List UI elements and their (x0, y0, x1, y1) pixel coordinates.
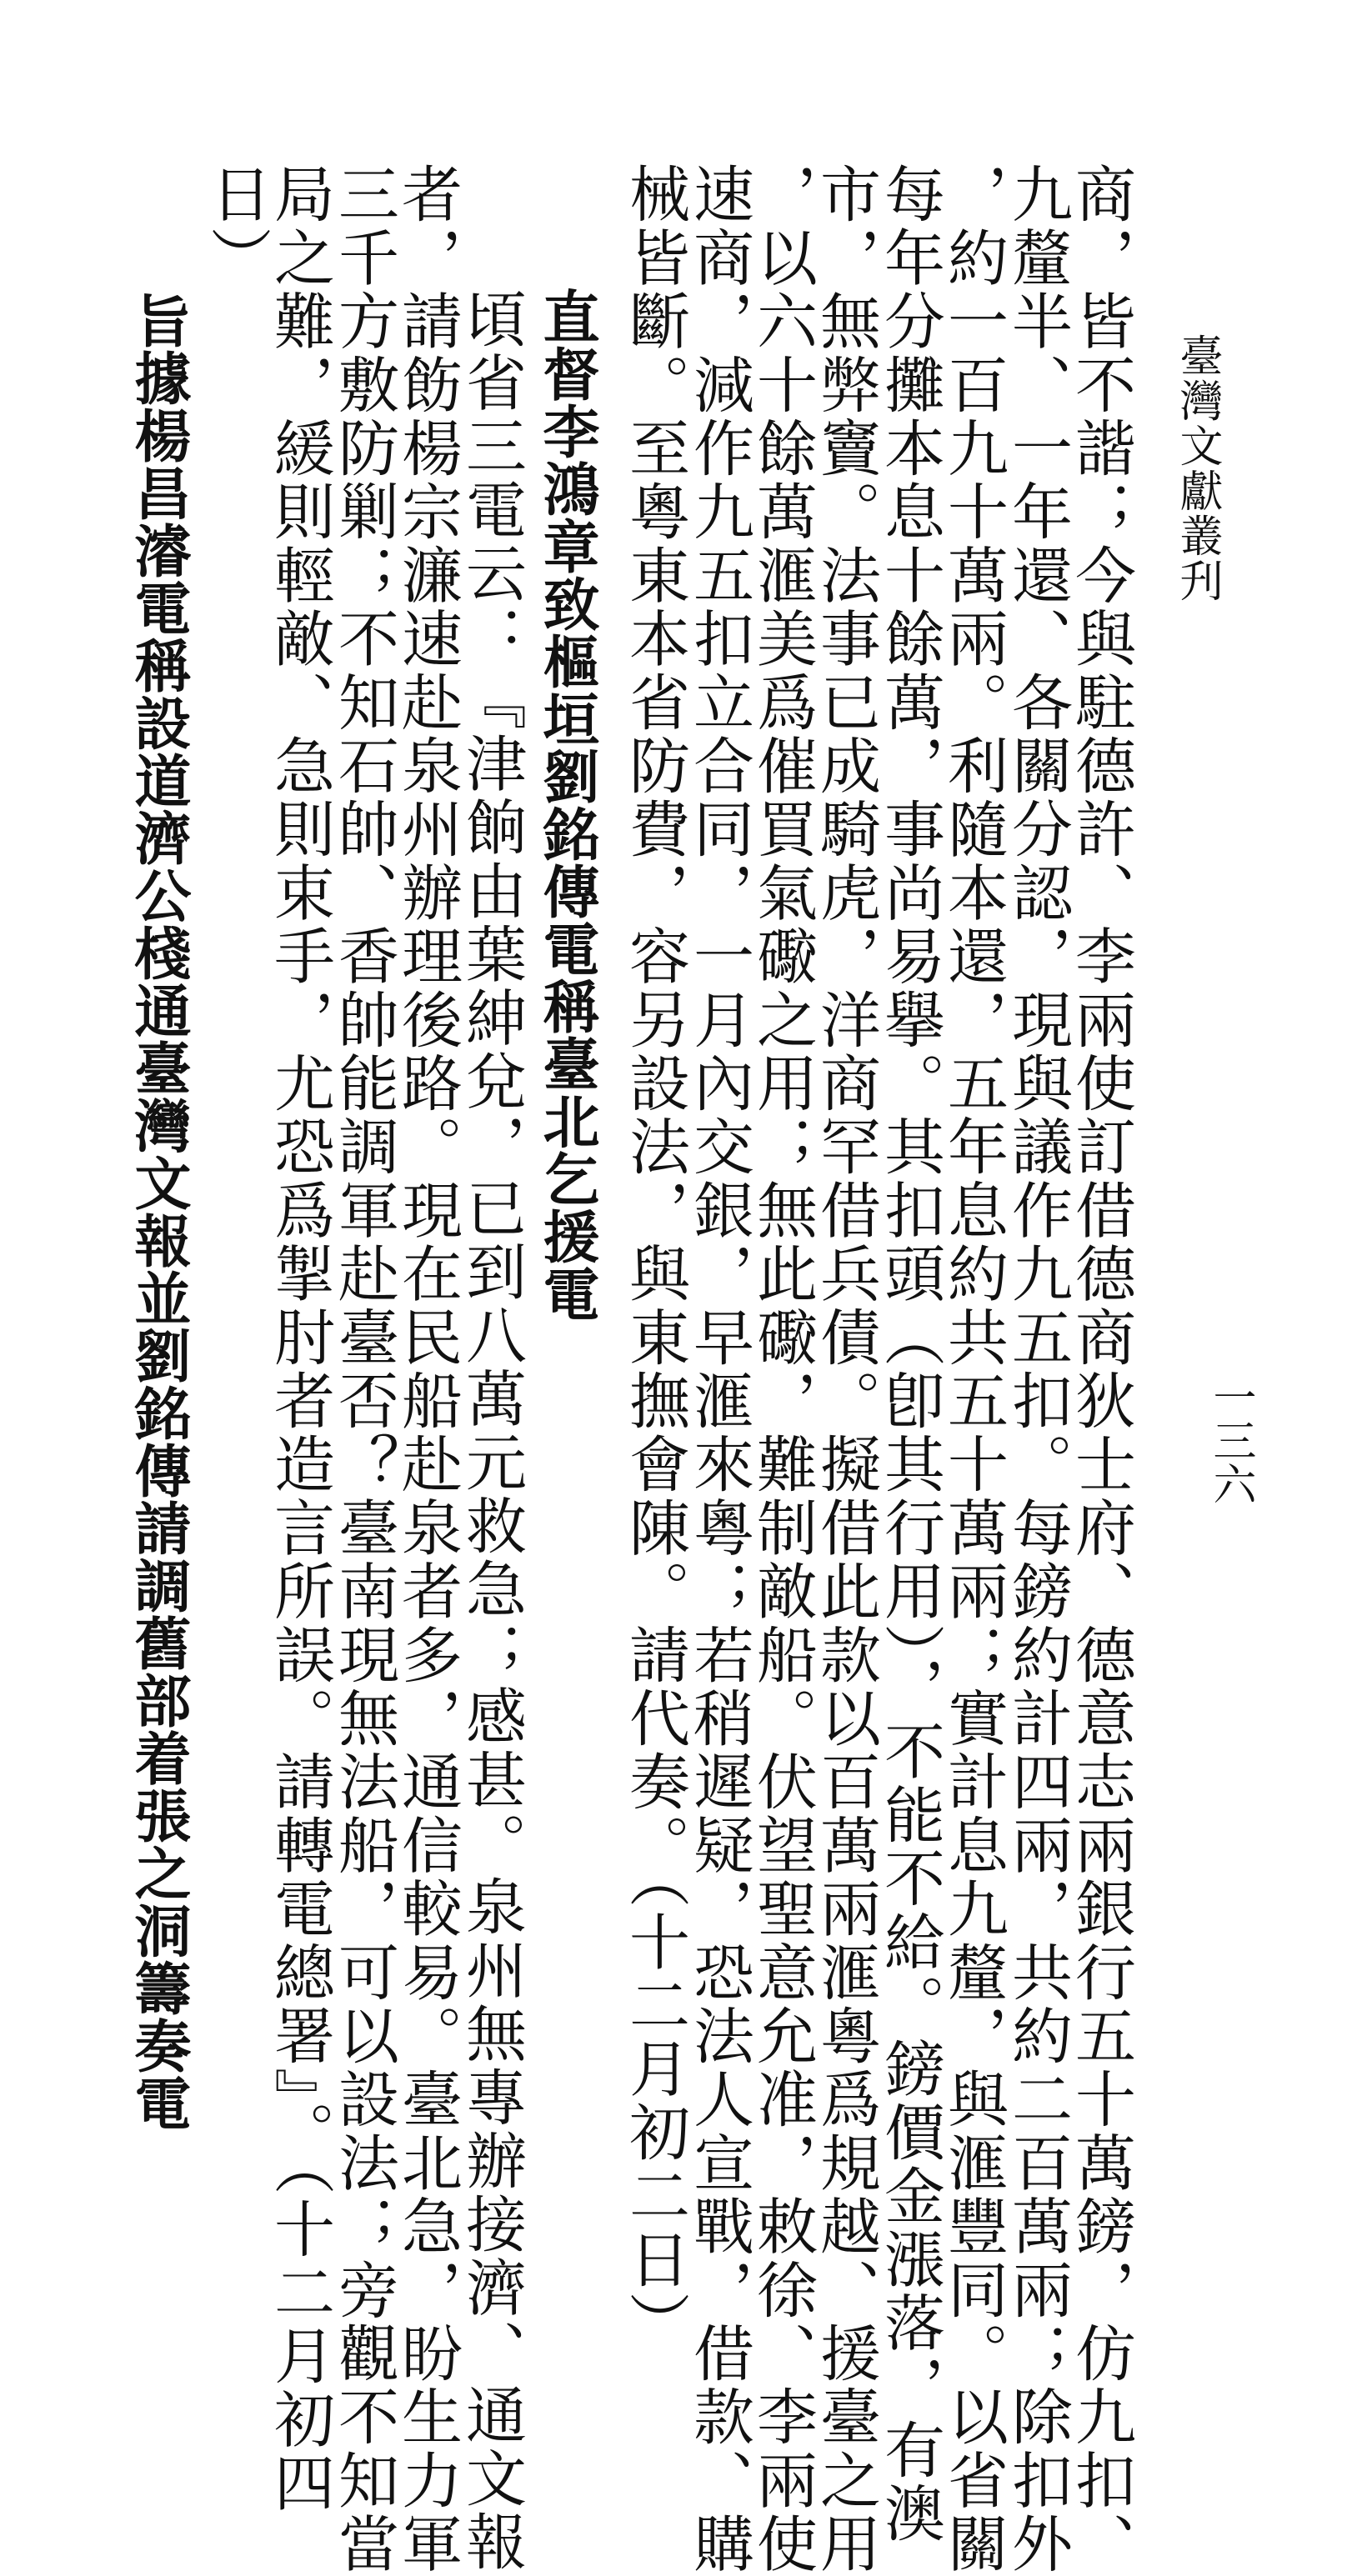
text-column: 械皆斷。至粵東本省防費，容另設法，與東撫會陳。請代奏。（十二月初二日） (618, 163, 689, 2355)
page-number: 一三六 (1205, 1375, 1255, 1505)
text-column: 三千方敷防剿；不知石帥、香帥能調軍赴臺否？臺南現無法船，可以設法；旁觀不知當 (328, 163, 398, 2576)
section-heading: 直督李鴻章致樞垣劉銘傳電稱臺北乞援電 (533, 288, 599, 1323)
text-column: ，以六十餘萬滙美爲催買氣礮之用；無此礮，難制敵船。伏望聖意允准，敕徐、李兩使 (746, 163, 817, 2576)
text-column: 局之難，緩則輕敵、急則束手，尤恐爲掣肘者造言所誤。請轉電總署』。（十二月初四 (263, 163, 334, 2515)
text-column: 每年分攤本息十餘萬，事尚易擧。其扣頭（卽其行用），不能不給。鎊價金漲落，有澳 (874, 163, 944, 2546)
text-column: 九釐半、一年還、各關分認，現與議作九五扣。每鎊約計四兩，共約二百萬兩；除扣外 (1001, 163, 1072, 2576)
text-column: 速商，減作九五扣立合同，一月內交銀，早滙來粵；若稍遲疑，恐法人宣戰，借款、購 (683, 163, 754, 2576)
text-column: ，約一百九十萬兩。利隨本還，五年息約共五十萬兩；實計息九釐，與滙豐同。以省關 (937, 163, 1008, 2576)
text-column: 商，皆不諧；今與駐德許、李兩使訂借德商狄士府、德意志兩銀行五十萬鎊，仿九扣、 (1064, 163, 1135, 2576)
section-heading: 旨據楊昌濬電稱設道濟公棧通臺灣文報並劉銘傳請調舊部着張之洞籌奏電 (125, 292, 191, 2132)
text-column: 市，無弊竇。法事已成騎虎，洋商罕借兵債。擬借此款以百萬兩滙粵爲規越、援臺之用 (809, 163, 880, 2576)
text-column: 者，請飭楊宗濂速赴泉州辦理後路。現在民船赴泉者多，通信較易。臺北急，盼生力軍 (391, 163, 462, 2576)
text-column: 頃省三電云：『津餉由葉紳兌，已到八萬元救急；感甚。泉州無專辦接濟、通文報 (455, 288, 526, 2574)
running-header-title: 臺灣文獻叢刋 (1172, 333, 1222, 603)
text-column: 日） (200, 163, 271, 290)
